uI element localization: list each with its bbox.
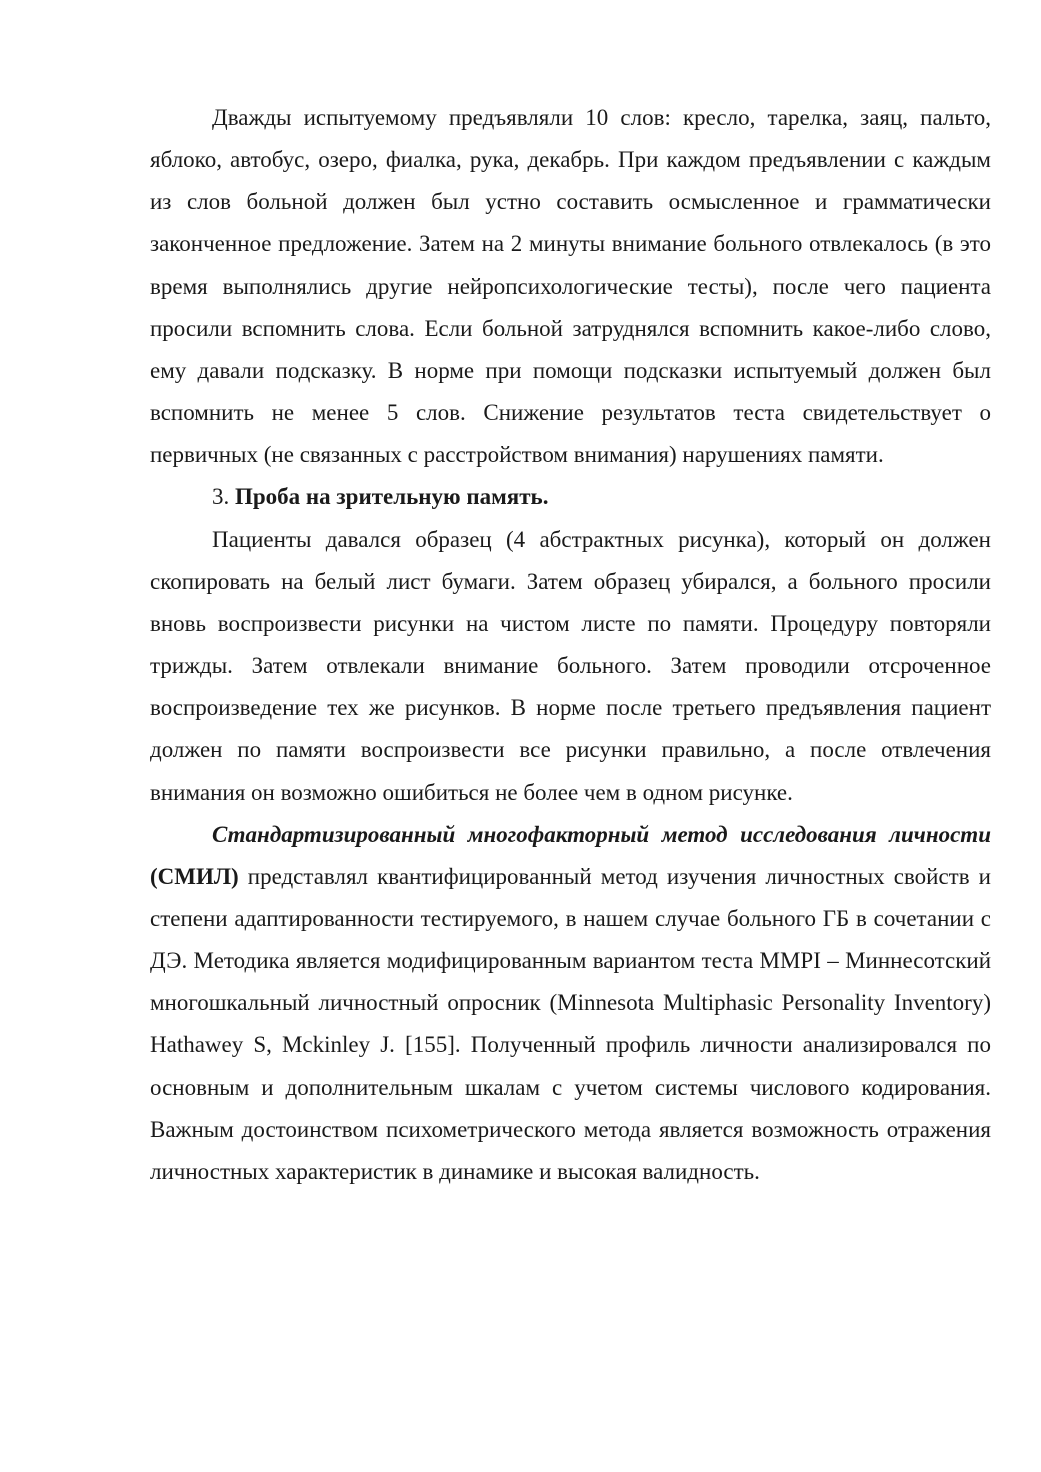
section-title: Проба на зрительную память.	[235, 484, 549, 510]
section-number: 3.	[212, 484, 235, 510]
document-page	[150, 97, 991, 1193]
smil-description: представлял квантифицированный метод изучения личностных свойств и степени адаптированности тестируемого, в нашем случае больного ГБ в сочетании с ДЭ. Методика является модифицированным вариантом теста MMPI – Миннесотский многошкальный личностный опросник (Minnesota Multiphasic Personality Inventory) Hathawey S, Mckinley J. [155]. Полученный профиль личности анализировался по основным и дополнительным шкалам с учетом системы числового кодирования. Важным достоинством психометрического метода является возможность отражения личностных характеристик в динамике и высокая валидность.	[150, 863, 991, 1184]
paragraph-word-memory-test: Дважды испытуемому предъявляли 10 слов: кресло, тарелка, заяц, пальто, яблоко, автобус, озеро, фиалка, рука, декабрь. При каждом предъявлении с каждым из слов больной должен был устно составить осмысленное и грамматически законченное предложение. Затем на 2 минуты внимание больного отвлекалось (в это время выполнялись другие нейропсихологические тесты), после чего пациента просили вспомнить слова. Если больной затруднялся вспомнить какое-либо слово, ему давали подсказку. В норме при помощи подсказки испытуемый должен был вспомнить не менее 5 слов. Снижение результатов теста свидетельствует о первичных (не связанных с расстройством внимания) нарушениях памяти.	[150, 105, 991, 468]
paragraph-smil-method	[150, 814, 991, 1193]
paragraph-visual-memory-test: Пациенты давался образец (4 абстрактных рисунка), который он должен скопировать на белый лист бумаги. Затем образец убирался, а больного просили вновь воспроизвести рисунки на чистом листе по памяти. Процедуру повторяли трижды. Затем отвлекали внимание больного. Затем проводили отсроченное воспроизведение тех же рисунков. В норме после третьего предъявления пациент должен по памяти воспроизвести все рисунки правильно, а после отвлечения внимания он возможно ошибиться не более чем в одном рисунке.	[150, 526, 991, 805]
smil-abbreviation: (СМИЛ)	[150, 863, 239, 889]
smil-term: Стандартизированный многофакторный метод исследования личности	[212, 821, 991, 847]
section-heading-visual-memory	[150, 476, 991, 518]
